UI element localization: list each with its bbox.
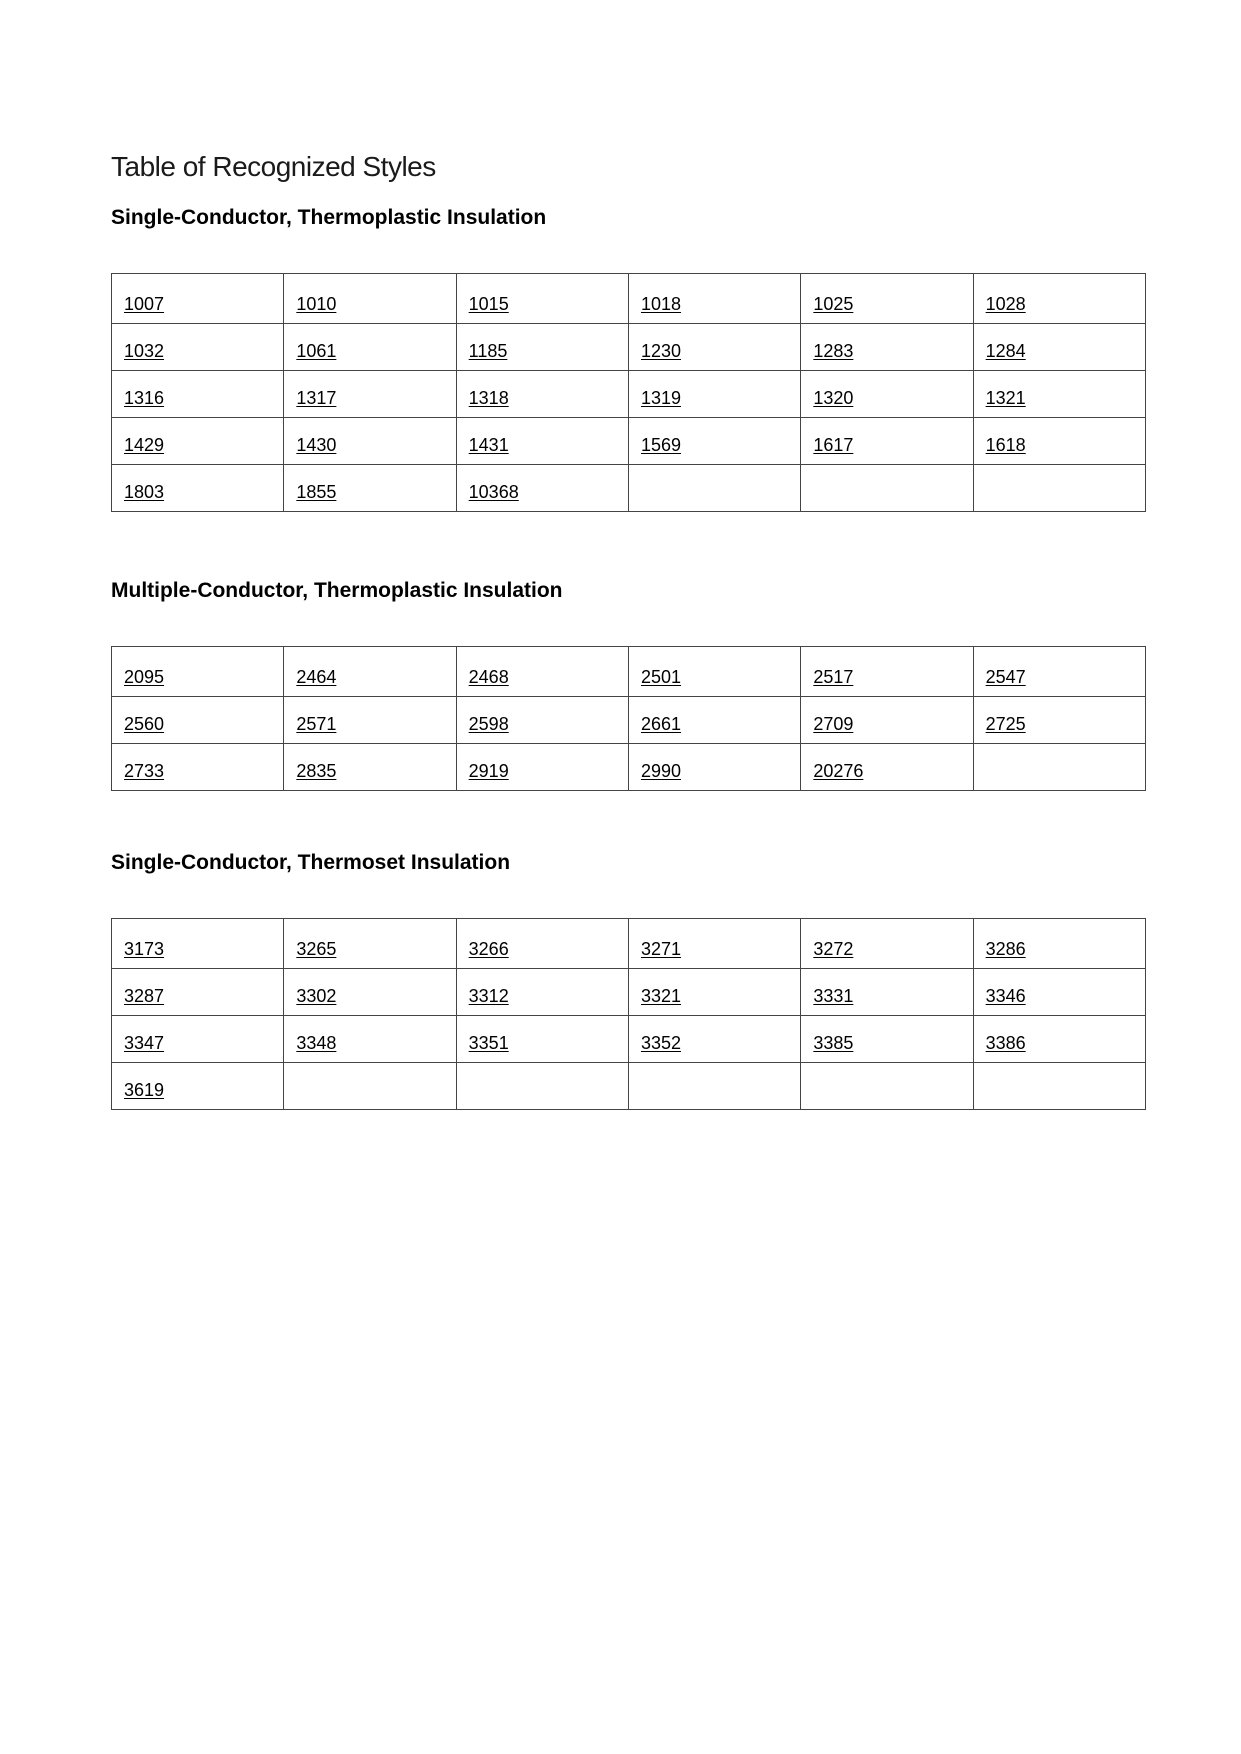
table-cell (973, 418, 1145, 465)
table-cell (801, 697, 973, 744)
style-link[interactable]: 1319 (640, 388, 682, 408)
style-link[interactable]: 1320 (813, 388, 854, 408)
style-link[interactable]: 1007 (124, 294, 165, 314)
table-cell (112, 647, 284, 697)
style-link[interactable]: 1431 (468, 435, 509, 455)
table-cell (456, 969, 628, 1016)
table-cell (628, 274, 800, 324)
style-link[interactable]: 1015 (468, 294, 509, 314)
table-cell (284, 919, 456, 969)
table-cell (112, 919, 284, 969)
table-row (112, 969, 1146, 1016)
style-link[interactable]: 3351 (468, 1033, 509, 1053)
style-link[interactable]: 1283 (813, 341, 854, 361)
style-link[interactable]: 2990 (640, 761, 682, 781)
table-cell (112, 969, 284, 1016)
table-cell (973, 1063, 1145, 1110)
table-cell (801, 371, 973, 418)
style-link[interactable]: 1316 (124, 388, 165, 408)
table-cell (628, 465, 800, 512)
table-cell (284, 697, 456, 744)
style-link[interactable]: 1617 (813, 435, 854, 455)
style-link[interactable]: 2661 (640, 714, 682, 734)
style-link[interactable]: 3312 (468, 986, 509, 1006)
page-title: Table of Recognized Styles (111, 151, 436, 182)
style-link[interactable]: 2095 (124, 667, 165, 687)
styles-table-multiple-conductor-thermoplastic (111, 646, 1146, 791)
table-cell (801, 744, 973, 791)
style-link[interactable]: 3348 (296, 1033, 337, 1053)
style-link[interactable]: 1025 (813, 294, 854, 314)
section-heading-single-conductor-thermoset: Single-Conductor, Thermoset Insulation (111, 851, 511, 874)
table-cell (801, 1016, 973, 1063)
style-link[interactable]: 1230 (640, 341, 682, 361)
style-link[interactable]: 2725 (985, 714, 1026, 734)
table-cell (456, 744, 628, 791)
table-cell (456, 418, 628, 465)
styles-table-single-conductor-thermoset (111, 918, 1146, 1110)
table-cell (456, 697, 628, 744)
table-row (112, 1016, 1146, 1063)
table-cell (973, 697, 1145, 744)
style-link[interactable]: 3331 (813, 986, 854, 1006)
table-cell (801, 274, 973, 324)
table-cell (284, 324, 456, 371)
style-link[interactable]: 1018 (640, 294, 682, 314)
table-row (112, 1063, 1146, 1110)
style-link[interactable]: 3385 (813, 1033, 854, 1053)
table-cell (973, 647, 1145, 697)
table-cell (112, 1016, 284, 1063)
table-cell (456, 465, 628, 512)
table-cell (801, 418, 973, 465)
table-cell (456, 1016, 628, 1063)
style-link[interactable]: 3321 (640, 986, 682, 1006)
table-cell (456, 919, 628, 969)
table-cell (973, 744, 1145, 791)
table-cell (973, 919, 1145, 969)
table-cell (456, 371, 628, 418)
table-cell (628, 1063, 800, 1110)
table-cell (456, 1063, 628, 1110)
style-link[interactable]: 3173 (124, 939, 165, 959)
style-link[interactable]: 2733 (124, 761, 165, 781)
style-link[interactable]: 3266 (468, 939, 509, 959)
style-link[interactable]: 1284 (985, 341, 1026, 361)
table-cell (628, 418, 800, 465)
style-link[interactable]: 3346 (985, 986, 1026, 1006)
style-link[interactable]: 2919 (468, 761, 509, 781)
table-cell (628, 371, 800, 418)
table-cell (628, 324, 800, 371)
style-link[interactable]: 1569 (640, 435, 682, 455)
style-link[interactable]: 1855 (296, 482, 337, 502)
section-heading-single-conductor-thermoplastic: Single-Conductor, Thermoplastic Insulation (111, 206, 547, 229)
table-cell (284, 647, 456, 697)
style-link[interactable]: 10368 (468, 482, 519, 502)
section-heading-multiple-conductor-thermoplastic: Multiple-Conductor, Thermoplastic Insulation (111, 579, 563, 602)
table-cell (973, 465, 1145, 512)
style-link[interactable]: 3619 (124, 1080, 165, 1100)
table-row (112, 697, 1146, 744)
table-row (112, 274, 1146, 324)
table-cell (456, 324, 628, 371)
table-cell (973, 371, 1145, 418)
style-link[interactable]: 2468 (468, 667, 509, 687)
style-link[interactable]: 3265 (296, 939, 337, 959)
style-link[interactable]: 1061 (296, 341, 337, 361)
style-link[interactable]: 2835 (296, 761, 337, 781)
table-row (112, 418, 1146, 465)
style-link[interactable]: 2571 (296, 714, 337, 734)
table-cell (456, 647, 628, 697)
table-cell (801, 324, 973, 371)
style-link[interactable]: 1430 (296, 435, 337, 455)
table-cell (284, 274, 456, 324)
style-link[interactable]: 1318 (468, 388, 509, 408)
style-link[interactable]: 3347 (124, 1033, 165, 1053)
table-row (112, 465, 1146, 512)
table-cell (112, 697, 284, 744)
style-link[interactable]: 2517 (813, 667, 854, 687)
table-cell (112, 465, 284, 512)
table-cell (284, 1016, 456, 1063)
style-link[interactable]: 1618 (985, 435, 1026, 455)
style-link[interactable]: 20276 (813, 761, 864, 781)
table-cell (284, 1063, 456, 1110)
style-link[interactable]: 1321 (985, 388, 1026, 408)
table-cell (801, 969, 973, 1016)
style-link[interactable]: 2464 (296, 667, 337, 687)
table-cell (112, 418, 284, 465)
table-cell (628, 919, 800, 969)
table-cell (112, 371, 284, 418)
table-cell (284, 744, 456, 791)
style-link[interactable]: 2501 (640, 667, 682, 687)
table-cell (801, 465, 973, 512)
style-link[interactable]: 3386 (985, 1033, 1026, 1053)
table-cell (284, 418, 456, 465)
table-cell (628, 697, 800, 744)
style-link[interactable]: 2547 (985, 667, 1026, 687)
table-cell (284, 969, 456, 1016)
table-cell (284, 371, 456, 418)
table-cell (973, 1016, 1145, 1063)
style-link[interactable]: 3352 (640, 1033, 682, 1053)
style-link[interactable]: 1429 (124, 435, 165, 455)
table-cell (112, 1063, 284, 1110)
table-cell (973, 324, 1145, 371)
table-cell (628, 1016, 800, 1063)
style-link[interactable]: 2560 (124, 714, 165, 734)
table-cell (801, 1063, 973, 1110)
table-row (112, 324, 1146, 371)
table-cell (112, 324, 284, 371)
style-link[interactable]: 1028 (985, 294, 1026, 314)
table-cell (112, 744, 284, 791)
style-link[interactable]: 3302 (296, 986, 337, 1006)
style-link[interactable]: 3286 (985, 939, 1026, 959)
style-link[interactable]: 1803 (124, 482, 165, 502)
table-cell (284, 465, 456, 512)
table-cell (456, 274, 628, 324)
table-cell (973, 969, 1145, 1016)
table-cell (801, 919, 973, 969)
table-cell (628, 744, 800, 791)
style-link[interactable]: 2598 (468, 714, 509, 734)
style-link[interactable]: 3271 (640, 939, 682, 959)
table-cell (628, 969, 800, 1016)
table-cell (628, 647, 800, 697)
table-row (112, 919, 1146, 969)
style-link[interactable]: 1010 (296, 294, 337, 314)
table-row (112, 744, 1146, 791)
table-cell (112, 274, 284, 324)
style-link[interactable]: 1185 (468, 341, 508, 361)
table-row (112, 647, 1146, 697)
style-link[interactable]: 2709 (813, 714, 854, 734)
styles-table-single-conductor-thermoplastic (111, 273, 1146, 512)
table-row (112, 371, 1146, 418)
style-link[interactable]: 1032 (124, 341, 165, 361)
style-link[interactable]: 1317 (296, 388, 337, 408)
table-cell (801, 647, 973, 697)
table-cell (973, 274, 1145, 324)
style-link[interactable]: 3272 (813, 939, 854, 959)
style-link[interactable]: 3287 (124, 986, 165, 1006)
